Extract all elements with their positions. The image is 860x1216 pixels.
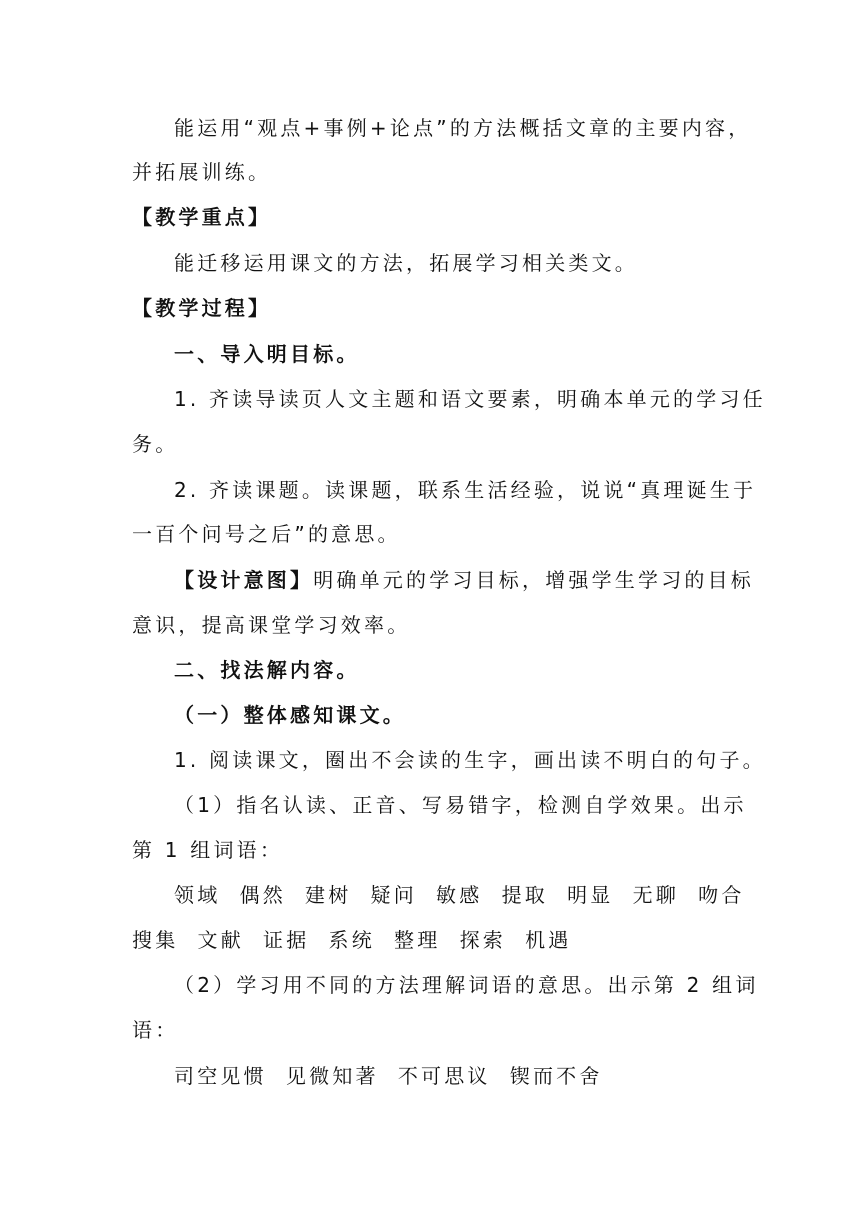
process-heading: 【教学过程】: [132, 296, 272, 320]
read-item: 1. 阅读课文，圈出不会读的生字，画出读不明白的句子。: [174, 748, 766, 772]
step1-line-1: （1）指名认读、正音、写易错字，检测自学效果。出示: [174, 793, 747, 817]
word-group1-line-1: 领域 偶然 建树 疑问 敏感 提取 明显 无聊 吻合: [174, 883, 745, 907]
step1-line-2: 第 1 组词语：: [132, 838, 284, 862]
item1-line-2: 务。: [132, 432, 179, 456]
design-intent-label: 【设计意图】: [174, 568, 314, 592]
focus-heading: 【教学重点】: [132, 205, 272, 229]
design-intent-line-2: 意识，提高课堂学习效率。: [132, 613, 411, 637]
item1-line-1: 1. 齐读导读页人文主题和语文要素，明确本单元的学习任: [174, 387, 766, 411]
focus-text: 能迁移运用课文的方法，拓展学习相关类文。: [174, 251, 638, 275]
objective-line-2: 并拓展训练。: [132, 160, 272, 184]
step2-line-1: （2）学习用不同的方法理解词语的意思。出示第 2 组词: [174, 973, 759, 997]
word-group2: 司空见惯 见微知著 不可思议 锲而不舍: [174, 1064, 603, 1088]
step2-line-2: 语：: [132, 1018, 179, 1042]
item2-line-1: 2. 齐读课题。读课题，联系生活经验，说说“真理诞生于: [174, 478, 757, 502]
design-intent-line-1: [174, 566, 774, 594]
design-intent-text: 明确单元的学习目标，增强学生学习的目标: [313, 568, 755, 592]
objective-line-1: 能运用“观点+事例+论点”的方法概括文章的主要内容，: [174, 116, 752, 140]
sub1-heading: （一）整体感知课文。: [174, 703, 406, 727]
item2-line-2: 一百个问号之后”的意思。: [132, 522, 401, 546]
section2-heading: 二、找法解内容。: [174, 658, 360, 682]
word-group1-line-2: 搜集 文献 证据 系统 整理 探索 机遇: [132, 928, 572, 952]
section1-heading: 一、导入明目标。: [174, 342, 360, 366]
